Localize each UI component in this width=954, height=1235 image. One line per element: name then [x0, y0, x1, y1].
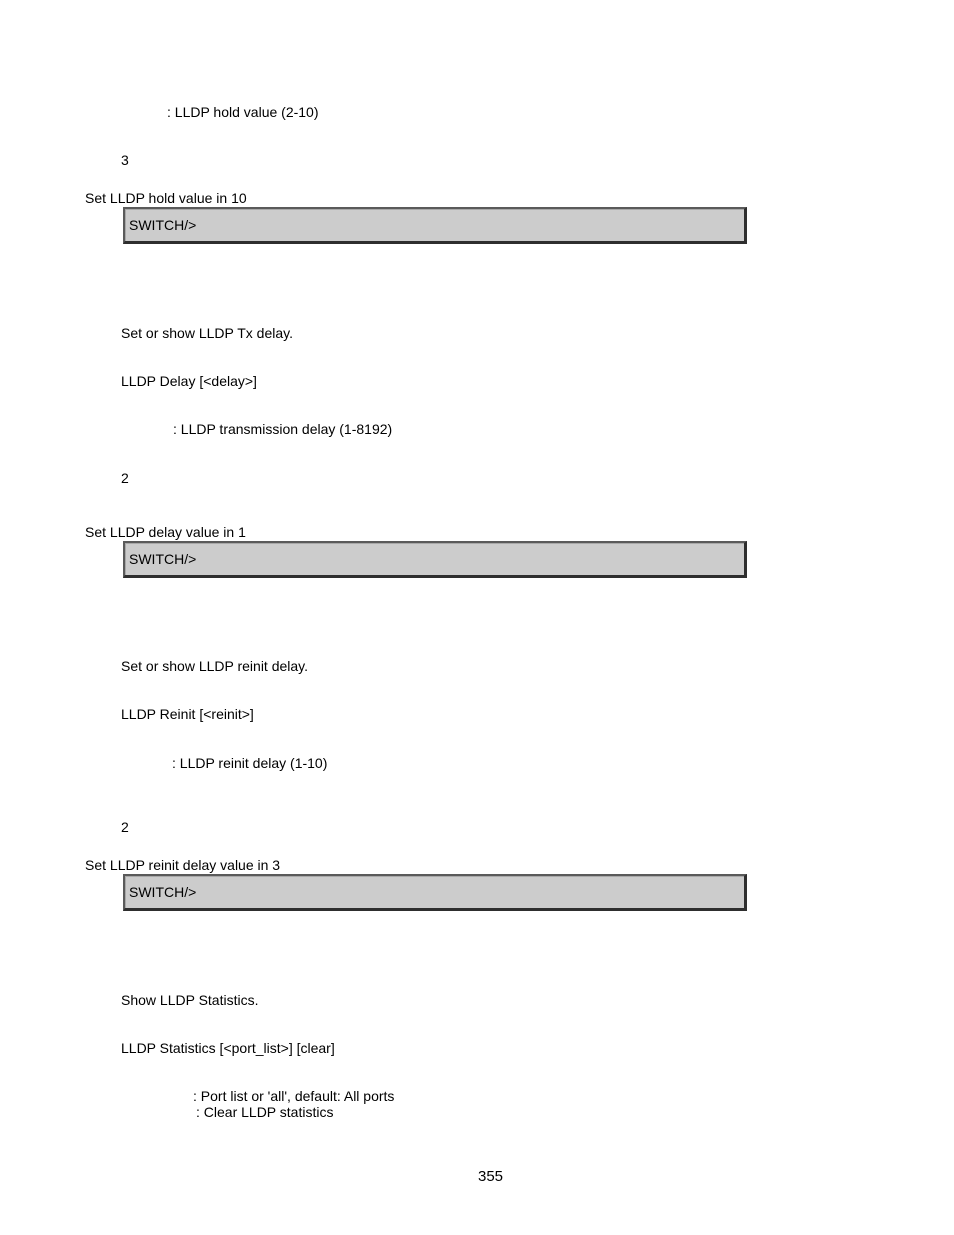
- delay-default-value: 2: [121, 470, 129, 486]
- reinit-syntax: LLDP Reinit [<reinit>]: [121, 706, 254, 722]
- delay-terminal-box: [123, 541, 747, 578]
- hold-default-value: 3: [121, 152, 129, 168]
- delay-example-caption: Set LLDP delay value in 1: [85, 524, 246, 540]
- delay-description: Set or show LLDP Tx delay.: [121, 325, 293, 341]
- hold-example-caption: Set LLDP hold value in 10: [85, 190, 247, 206]
- page-number: 355: [478, 1168, 504, 1185]
- reinit-terminal-prompt: SWITCH/>: [129, 884, 197, 900]
- delay-param-desc: : LLDP transmission delay (1-8192): [173, 421, 393, 437]
- delay-terminal-prompt: SWITCH/>: [129, 551, 197, 567]
- reinit-description: Set or show LLDP reinit delay.: [121, 658, 309, 674]
- reinit-example-caption: Set LLDP reinit delay value in 3: [85, 857, 281, 873]
- reinit-terminal-box: [123, 874, 747, 911]
- stats-param-port-list: : Port list or 'all', default: All ports: [193, 1088, 395, 1104]
- stats-param-clear: : Clear LLDP statistics: [196, 1104, 334, 1120]
- reinit-param-desc: : LLDP reinit delay (1-10): [172, 755, 328, 771]
- delay-syntax: LLDP Delay [<delay>]: [121, 373, 257, 389]
- hold-terminal-box: [123, 207, 747, 244]
- hold-terminal-prompt: SWITCH/>: [129, 217, 197, 233]
- stats-description: Show LLDP Statistics.: [121, 992, 259, 1008]
- hold-param-desc: : LLDP hold value (2-10): [167, 104, 319, 120]
- reinit-default-value: 2: [121, 819, 129, 835]
- stats-syntax: LLDP Statistics [<port_list>] [clear]: [121, 1040, 335, 1056]
